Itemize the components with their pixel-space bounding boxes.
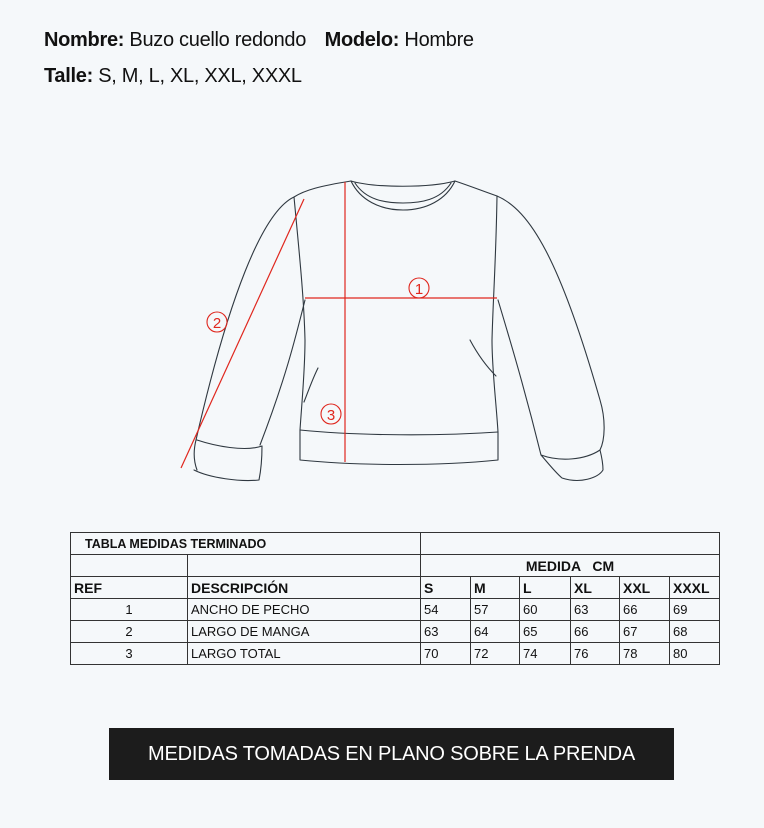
table-row bbox=[71, 599, 720, 621]
medida-header: MEDIDA CM bbox=[421, 555, 720, 577]
measure-markers bbox=[207, 278, 429, 424]
sweater-outline bbox=[194, 181, 604, 481]
marker-2-label: 2 bbox=[212, 315, 222, 332]
table-title: TABLA MEDIDAS TERMINADO bbox=[71, 533, 421, 555]
modelo-value: Hombre bbox=[404, 29, 474, 51]
table-header-row bbox=[71, 577, 720, 599]
talle-value: S, M, L, XL, XXL, XXXL bbox=[98, 65, 302, 87]
size-header: XXXL bbox=[670, 577, 720, 599]
row-value: 66 bbox=[571, 621, 620, 643]
table-row bbox=[71, 643, 720, 665]
row-ref: 1 bbox=[71, 599, 188, 621]
table-group-row bbox=[71, 555, 720, 577]
row-ref: 3 bbox=[71, 643, 188, 665]
banner-text: MEDIDAS TOMADAS EN PLANO SOBRE LA PRENDA bbox=[148, 742, 635, 765]
size-header: L bbox=[520, 577, 571, 599]
row-value: 70 bbox=[421, 643, 471, 665]
row-value: 80 bbox=[670, 643, 720, 665]
row-ref: 2 bbox=[71, 621, 188, 643]
marker-3-label: 3 bbox=[326, 407, 336, 424]
marker-1 bbox=[409, 278, 429, 298]
table-title-row bbox=[71, 533, 720, 555]
row-value: 66 bbox=[620, 599, 670, 621]
row-value: 68 bbox=[670, 621, 720, 643]
ref-header: REF bbox=[71, 577, 188, 599]
size-header: S bbox=[421, 577, 471, 599]
row-value: 60 bbox=[520, 599, 571, 621]
table-row bbox=[71, 621, 720, 643]
marker-1-label: 1 bbox=[414, 281, 424, 298]
size-header: XL bbox=[571, 577, 620, 599]
row-description: LARGO DE MANGA bbox=[188, 621, 421, 643]
marker-3 bbox=[321, 404, 341, 424]
row-value: 65 bbox=[520, 621, 571, 643]
nombre-label: Nombre: bbox=[44, 29, 125, 51]
row-value: 64 bbox=[471, 621, 520, 643]
measurement-note-banner bbox=[109, 728, 674, 780]
row-value: 76 bbox=[571, 643, 620, 665]
row-value: 54 bbox=[421, 599, 471, 621]
modelo-label: Modelo: bbox=[324, 29, 400, 51]
row-value: 69 bbox=[670, 599, 720, 621]
talle-label: Talle: bbox=[44, 65, 93, 87]
row-value: 78 bbox=[620, 643, 670, 665]
row-value: 63 bbox=[421, 621, 471, 643]
nombre-value: Buzo cuello redondo bbox=[129, 29, 307, 51]
row-value: 57 bbox=[471, 599, 520, 621]
size-header: XXL bbox=[620, 577, 670, 599]
measure-lines bbox=[181, 182, 497, 468]
description-header: DESCRIPCIÓN bbox=[188, 577, 421, 599]
size-header: M bbox=[471, 577, 520, 599]
marker-2 bbox=[207, 312, 227, 332]
row-value: 63 bbox=[571, 599, 620, 621]
row-value: 72 bbox=[471, 643, 520, 665]
size-table bbox=[70, 532, 720, 665]
row-description: LARGO TOTAL bbox=[188, 643, 421, 665]
row-description: ANCHO DE PECHO bbox=[188, 599, 421, 621]
sleeve-length-line bbox=[181, 199, 304, 468]
row-value: 67 bbox=[620, 621, 670, 643]
row-value: 74 bbox=[520, 643, 571, 665]
